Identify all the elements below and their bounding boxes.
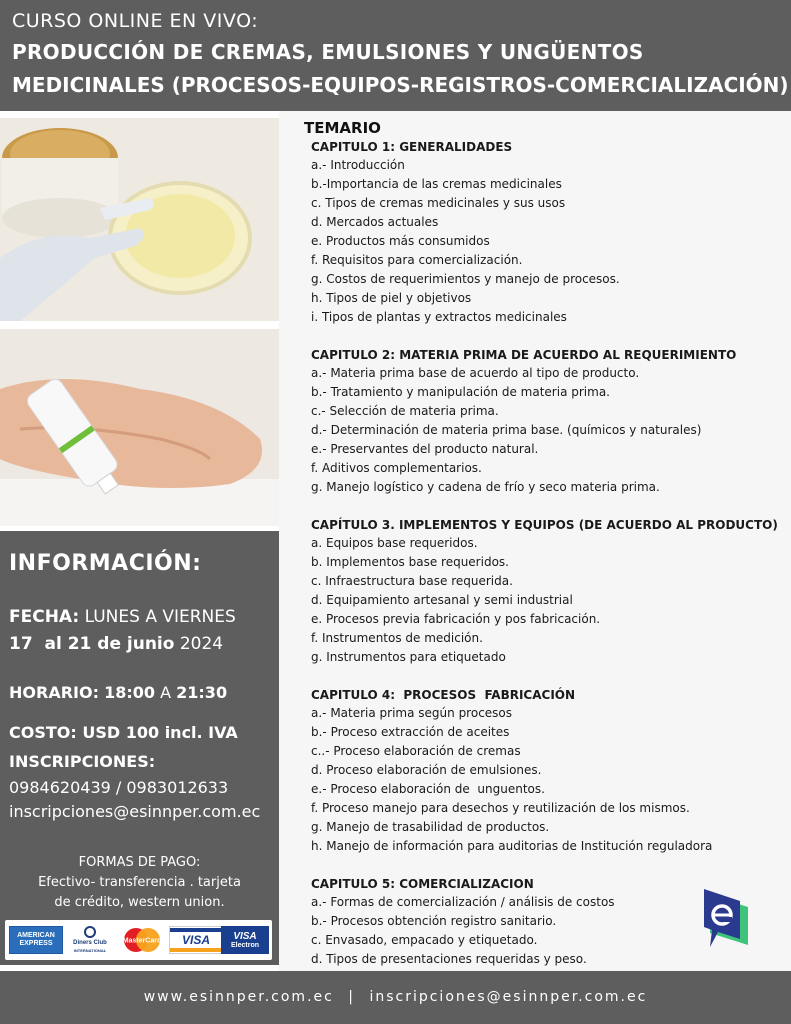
fecha-label: FECHA: (9, 607, 80, 627)
chapter-item: e. Productos más consumidos (311, 234, 490, 248)
chapter-item: f. Aditivos complementarios. (311, 461, 482, 475)
chapter-3 (311, 516, 778, 667)
footer-email[interactable]: inscripciones@esinnper.com.ec (369, 989, 648, 1005)
chapter-item: b.-Importancia de las cremas medicinales (311, 177, 562, 191)
chapter-item: b.- Procesos obtención registro sanitario. (311, 914, 557, 928)
pago-title: FORMAS DE PAGO: (78, 855, 201, 870)
phone-numbers: 0984620439 / 0983012633 (9, 778, 229, 797)
chapter-item: c. Envasado, empacado y etiquetado. (311, 933, 538, 947)
chapter-item: e.- Preservantes del producto natural. (311, 442, 539, 456)
chapter-item: f. Proceso manejo para desechos y reutilización de los mismos. (311, 801, 690, 815)
visa-logo: VISA (169, 926, 223, 954)
course-title-line-1: PRODUCCIÓN DE CREMAS, EMULSIONES Y UNGÜENTOS (12, 40, 644, 64)
horario-label: HORARIO: (9, 683, 99, 702)
formas-de-pago (0, 853, 279, 913)
chapter-item: d. Equipamiento artesanal y semi industrial (311, 593, 573, 607)
info-panel (0, 531, 279, 965)
fecha-range: 17 al 21 de junio (9, 634, 175, 654)
chapter-item: c..- Proceso elaboración de cremas (311, 744, 521, 758)
chapter-item: a.- Introducción (311, 158, 405, 172)
fecha-line (9, 607, 236, 627)
chapter-title: CAPITULO 4: PROCESOS FABRICACIÓN (311, 688, 576, 702)
chapter-item: a.- Materia prima base de acuerdo al tipo de producto. (311, 366, 640, 380)
horario-sep: A (160, 683, 172, 702)
chapter-title: CAPITULO 5: COMERCIALIZACION (311, 877, 534, 891)
pago-line-1: Efectivo- transferencia . tarjeta (38, 875, 241, 890)
chapter-item: h. Tipos de piel y objetivos (311, 291, 472, 305)
chapter-item: h. Manejo de información para auditorias de Institución reguladora (311, 839, 713, 853)
chapter-item: c.- Selección de materia prima. (311, 404, 499, 418)
chapter-item: c. Infraestructura base requerida. (311, 574, 513, 588)
chapter-item: a. Equipos base requeridos. (311, 536, 478, 550)
chapter-5 (311, 875, 615, 969)
chapter-title: CAPÍTULO 3. IMPLEMENTOS Y EQUIPOS (DE ACUERDO AL PRODUCTO) (311, 518, 778, 532)
chapter-item: g. Costos de requerimientos y manejo de procesos. (311, 272, 620, 286)
fecha-year: 2024 (179, 634, 224, 654)
chapter-item: g. Manejo de trasabilidad de productos. (311, 820, 550, 834)
fecha-date (9, 634, 223, 654)
chapter-item: d. Mercados actuales (311, 215, 439, 229)
horario-line (9, 683, 227, 702)
chapter-item: g. Instrumentos para etiquetado (311, 650, 506, 664)
chapter-item: g. Manejo logístico y cadena de frío y seco materia prima. (311, 480, 660, 494)
temario-title: TEMARIO (304, 119, 381, 137)
payment-cards (5, 920, 272, 960)
chapter-item: e.- Proceso elaboración de unguentos. (311, 782, 545, 796)
horario-end: 21:30 (176, 683, 228, 702)
chapter-item: i. Tipos de plantas y extractos medicinales (311, 310, 567, 324)
course-title-line-2: MEDICINALES (PROCESOS-EQUIPOS-REGISTROS-COMERCIALIZACIÓN) (12, 73, 789, 97)
cream-jar-photo (0, 118, 279, 321)
fecha-days: LUNES A VIERNES (84, 607, 236, 627)
inscripciones-label: INSCRIPCIONES: (9, 752, 156, 771)
chapter-4 (311, 686, 712, 856)
visa-electron-logo: VISA Electron (221, 926, 269, 954)
chapter-item: d.- Determinación de materia prima base. (químicos y naturales) (311, 423, 702, 437)
chapter-1 (311, 138, 620, 327)
chapter-item: d. Tipos de presentaciones requeridas y peso. (311, 952, 587, 966)
svg-text:MasterCard: MasterCard (122, 937, 162, 945)
chapter-item: b.- Proceso extracción de aceites (311, 725, 510, 739)
horario-start: 18:00 (104, 683, 155, 702)
chapter-item: e. Procesos previa fabricación y pos fabricación. (311, 612, 601, 626)
chapter-item: d. Proceso elaboración de emulsiones. (311, 763, 542, 777)
hand-cream-tube-photo (0, 329, 279, 526)
chapter-item: c. Tipos de cremas medicinales y sus usos (311, 196, 566, 210)
pago-line-2: de crédito, western union. (54, 895, 225, 910)
costo-line: COSTO: USD 100 incl. IVA (9, 723, 238, 742)
course-type: CURSO ONLINE EN VIVO: (12, 10, 259, 32)
chapter-2 (311, 346, 736, 497)
chapter-item: a.- Materia prima según procesos (311, 706, 513, 720)
diners-club-logo: Diners Club INTERNATIONAL (63, 926, 117, 954)
footer-separator: | (348, 989, 355, 1005)
american-express-logo: AMERICAN EXPRESS (9, 926, 63, 954)
chapter-item: f. Requisitos para comercialización. (311, 253, 523, 267)
header-banner (0, 0, 791, 111)
mastercard-logo (115, 926, 169, 954)
esinnper-logo (700, 887, 758, 957)
chapter-item: b.- Tratamiento y manipulación de materia prima. (311, 385, 610, 399)
chapter-title: CAPITULO 2: MATERIA PRIMA DE ACUERDO AL REQUERIMIENTO (311, 348, 737, 362)
info-title: INFORMACIÓN: (9, 551, 202, 576)
chapter-title: CAPITULO 1: GENERALIDADES (311, 140, 513, 154)
footer-website[interactable]: www.esinnper.com.ec (143, 989, 334, 1005)
chapter-item: a.- Formas de comercialización / análisis de costos (311, 895, 615, 909)
inscripciones-email[interactable]: inscripciones@esinnper.com.ec (9, 802, 261, 821)
chapter-item: b. Implementos base requeridos. (311, 555, 509, 569)
footer-bar (0, 971, 791, 1024)
chapter-item: f. Instrumentos de medición. (311, 631, 483, 645)
